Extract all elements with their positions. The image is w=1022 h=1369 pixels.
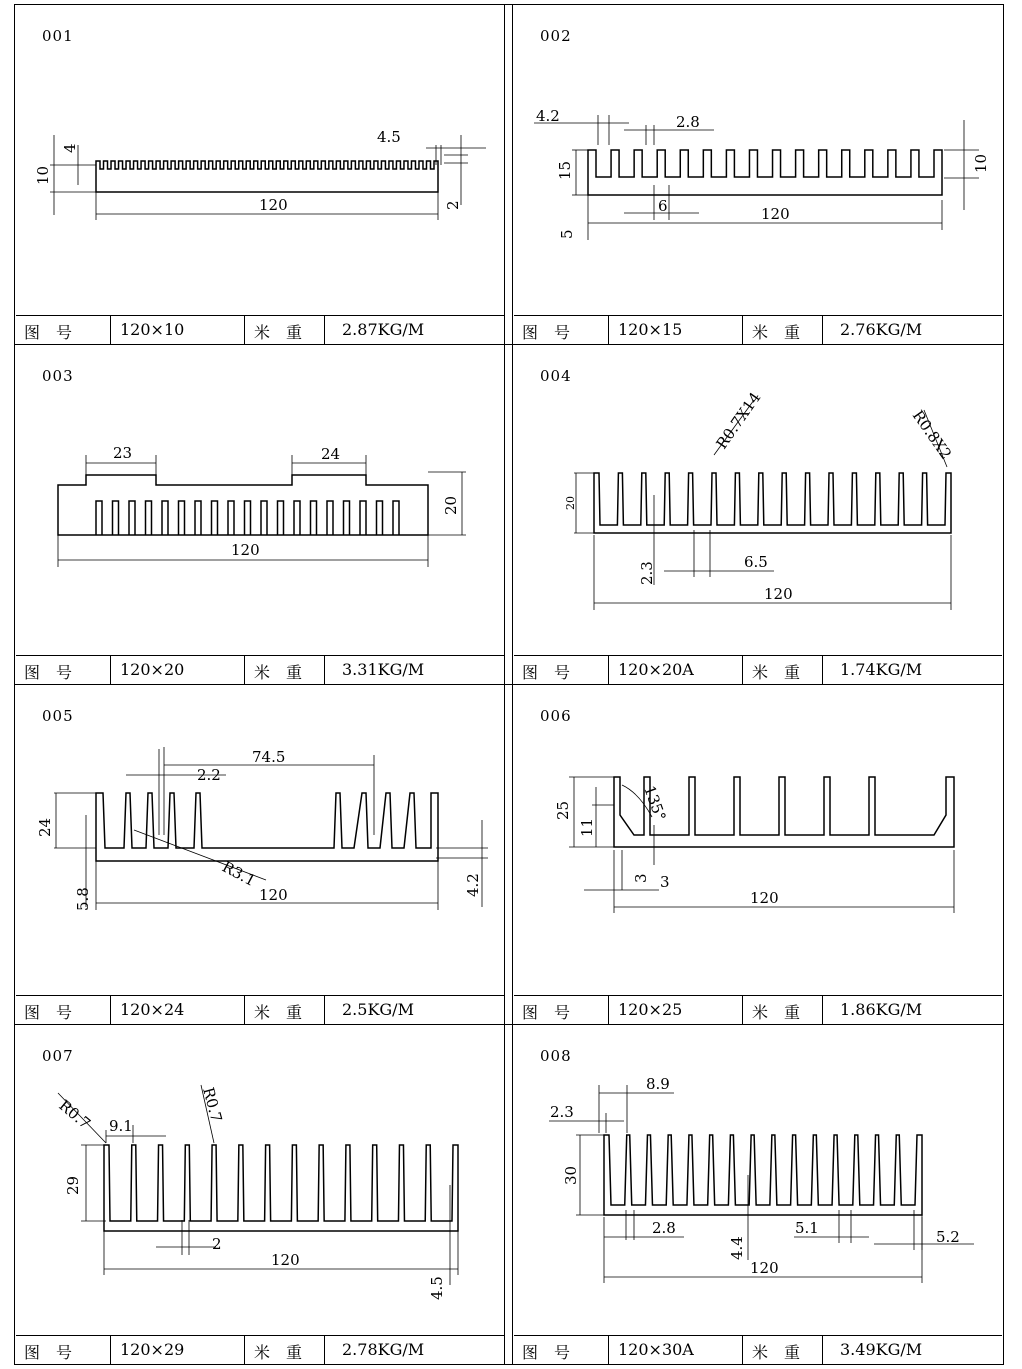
dim-label: 5.1 <box>795 1219 819 1237</box>
profile-number: 003 <box>42 367 74 385</box>
dim-label: 8.9 <box>646 1075 670 1093</box>
profile-drawing-002 <box>514 5 1002 315</box>
heatsink-outline <box>58 475 428 535</box>
dim-label: 120 <box>764 585 793 603</box>
dim-label: 4.5 <box>377 128 401 146</box>
dim-label: 2.3 <box>550 1103 574 1121</box>
profile-cell-008 <box>514 1025 1002 1365</box>
weight-label: 米 重 <box>254 663 303 682</box>
profile-drawing-008 <box>514 1025 1002 1335</box>
profile-cell-007 <box>16 1025 504 1365</box>
dim-label: 23 <box>113 444 133 462</box>
profile-cell-001 <box>16 5 504 345</box>
heatsink-outline <box>588 150 942 195</box>
fig-label: 图 号 <box>522 323 571 342</box>
profile-drawing-004 <box>514 345 1002 655</box>
weight-label: 米 重 <box>254 1343 303 1362</box>
dim-label: 4.5 <box>428 1276 446 1300</box>
weight-value: 3.31KG/M <box>342 660 425 679</box>
dim-label: 4 <box>61 143 79 153</box>
fig-label: 图 号 <box>24 323 73 342</box>
dim-label: 2.2 <box>197 766 221 784</box>
dim-label: 120 <box>750 889 779 907</box>
dim-label: 20 <box>442 495 460 515</box>
dim-label: 3 <box>632 873 650 883</box>
dim-label: 6 <box>658 197 668 215</box>
profile-number: 008 <box>540 1047 572 1065</box>
spec-row <box>514 315 1002 345</box>
profile-number: 007 <box>42 1047 74 1065</box>
profile-number: 004 <box>540 367 572 385</box>
dim-label: 5.2 <box>936 1228 960 1246</box>
weight-value: 2.87KG/M <box>342 320 425 339</box>
weight-value: 1.86KG/M <box>840 1000 923 1019</box>
dim-label: 5 <box>558 229 576 239</box>
fig-label: 图 号 <box>522 663 571 682</box>
weight-label: 米 重 <box>752 663 801 682</box>
dim-label: 20 <box>564 496 577 510</box>
dim-label: 2.8 <box>676 113 700 131</box>
model-value: 120×15 <box>618 320 683 339</box>
dim-label: R0.7 <box>199 1085 226 1124</box>
heatsink-outline <box>96 161 438 192</box>
profile-drawing-007 <box>16 1025 504 1335</box>
heatsink-outline <box>604 1135 922 1215</box>
dim-label: 74.5 <box>252 748 286 766</box>
profile-cell-004 <box>514 345 1002 685</box>
dim-label: 30 <box>562 1165 580 1185</box>
profile-number: 005 <box>42 707 74 725</box>
weight-value: 3.49KG/M <box>840 1340 923 1359</box>
weight-value: 2.5KG/M <box>342 1000 414 1019</box>
model-value: 120×25 <box>618 1000 683 1019</box>
dim-label: 2 <box>444 200 462 210</box>
dim-label: 135° <box>640 783 670 824</box>
dim-label: 120 <box>750 1259 779 1277</box>
spec-row <box>16 655 504 685</box>
dim-label: 2.8 <box>652 1219 676 1237</box>
dim-label: 120 <box>259 886 288 904</box>
model-value: 120×10 <box>120 320 185 339</box>
spec-row <box>16 1335 504 1365</box>
heatsink-outline <box>104 1145 458 1231</box>
dim-label: 2 <box>212 1235 222 1253</box>
profile-number: 001 <box>42 27 74 45</box>
profile-cell-005 <box>16 685 504 1025</box>
dim-label: 5.8 <box>74 887 92 911</box>
dim-label: 2.3 <box>638 561 656 585</box>
profile-drawing-006 <box>514 685 1002 995</box>
dim-label: 29 <box>64 1175 82 1195</box>
weight-label: 米 重 <box>752 323 801 342</box>
spec-row <box>514 1335 1002 1365</box>
dim-label: 24 <box>36 817 54 837</box>
dim-label: 120 <box>231 541 260 559</box>
dim-label: 24 <box>321 445 341 463</box>
profile-cell-006 <box>514 685 1002 1025</box>
dim-label: 4.4 <box>728 1236 746 1260</box>
dim-label: 3 <box>660 873 670 891</box>
dim-label: 6.5 <box>744 553 768 571</box>
dim-label: 10 <box>34 165 52 185</box>
model-value: 120×20A <box>618 660 694 679</box>
heatsink-outline <box>96 793 438 861</box>
model-value: 120×29 <box>120 1340 185 1359</box>
dim-label: 25 <box>554 800 572 820</box>
model-value: 120×20 <box>120 660 185 679</box>
fig-label: 图 号 <box>522 1003 571 1022</box>
weight-label: 米 重 <box>752 1003 801 1022</box>
dim-label: R3.1 <box>219 857 259 891</box>
fig-label: 图 号 <box>24 1343 73 1362</box>
dim-label: 120 <box>271 1251 300 1269</box>
weight-label: 米 重 <box>254 1003 303 1022</box>
spec-row <box>16 315 504 345</box>
profile-drawing-001 <box>16 5 504 315</box>
spec-row <box>514 655 1002 685</box>
profile-number: 002 <box>540 27 572 45</box>
dim-label: 120 <box>761 205 790 223</box>
dim-label: 120 <box>259 196 288 214</box>
dim-label: R0.7X14 <box>712 388 765 453</box>
dim-label: 9.1 <box>109 1117 133 1135</box>
weight-value: 2.76KG/M <box>840 320 923 339</box>
weight-value: 1.74KG/M <box>840 660 923 679</box>
profile-drawing-005 <box>16 685 504 995</box>
dim-label: 10 <box>972 153 990 173</box>
profile-cell-003 <box>16 345 504 685</box>
weight-label: 米 重 <box>752 1343 801 1362</box>
dim-label: 4.2 <box>536 107 560 125</box>
spec-row <box>514 995 1002 1025</box>
weight-value: 2.78KG/M <box>342 1340 425 1359</box>
profile-number: 006 <box>540 707 572 725</box>
dim-label: 15 <box>556 160 574 180</box>
fig-label: 图 号 <box>24 1003 73 1022</box>
fig-label: 图 号 <box>522 1343 571 1362</box>
profile-cell-002 <box>514 5 1002 345</box>
heatsink-outline <box>594 473 951 533</box>
dim-label: 4.2 <box>464 873 482 897</box>
profile-drawing-003 <box>16 345 504 655</box>
dim-label: R0.7 <box>55 1096 94 1133</box>
dim-label: R0.8X2 <box>908 406 956 463</box>
model-value: 120×30A <box>618 1340 694 1359</box>
spec-row <box>16 995 504 1025</box>
weight-label: 米 重 <box>254 323 303 342</box>
fig-label: 图 号 <box>24 663 73 682</box>
model-value: 120×24 <box>120 1000 185 1019</box>
dim-label: 11 <box>578 817 596 837</box>
